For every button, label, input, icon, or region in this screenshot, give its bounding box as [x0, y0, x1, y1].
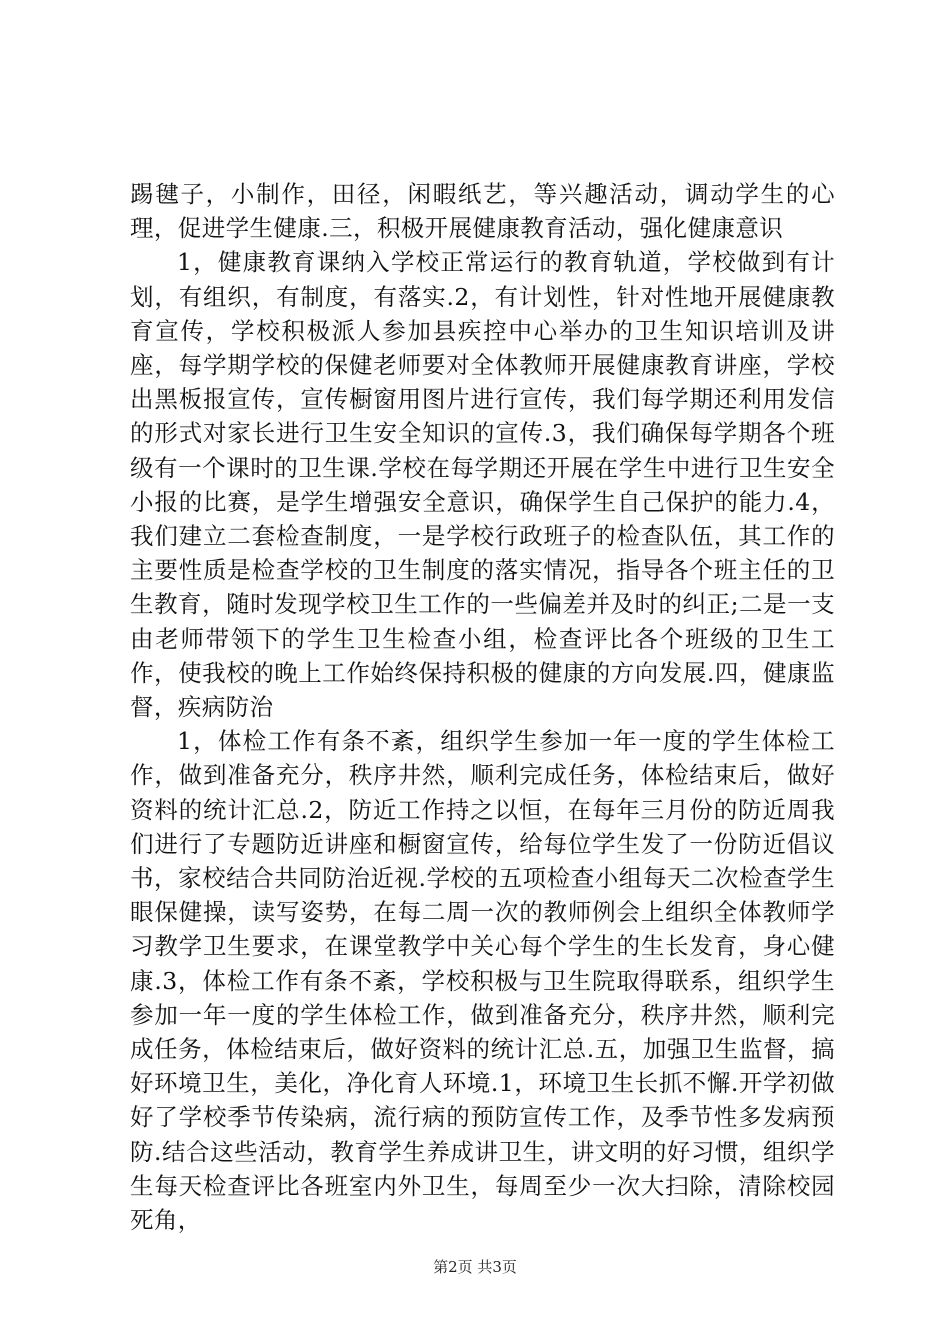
- document-body: [130, 177, 835, 1237]
- page-footer: 第2页 共3页: [433, 1258, 517, 1276]
- paragraph-2: 1，健康教育课纳入学校正常运行的教育轨道，学校做到有计划，有组织，有制度，有落实.2，有计划性，针对性地开展健康教育宣传，学校积极派人参加县疾控中心举办的卫生知识培训及讲座，每学期学校的保健老师要对全体教师开展健康教育讲座，学校出黑板报宣传，宣传橱窗用图片进行宣传，我们每学期还利用发信的形式对家长进行卫生安全知识的宣传.3，我们确保每学期各个班级有一个课时的卫生课.学校在每学期还开展在学生中进行卫生安全小报的比赛，是学生增强安全意识，确保学生自己保护的能力.4，我们建立二套检查制度，一是学校行政班子的检查队伍，其工作的主要性质是检查学校的卫生制度的落实情况，指导各个班主任的卫生教育，随时发现学校卫生工作的一些偏差并及时的纠正;二是一支由老师带领下的学生卫生检查小组，检查评比各个班级的卫生工作，使我校的晚上工作始终保持积极的健康的方向发展.四，健康监督，疾病防治: [130, 248, 835, 722]
- paragraph-1: 踢毽子，小制作，田径，闲暇纸艺，等兴趣活动，调动学生的心理，促进学生健康.三，积极开展健康教育活动，强化健康意识: [130, 180, 835, 243]
- paragraph-3: 1，体检工作有条不紊，组织学生参加一年一度的学生体检工作，做到准备充分，秩序井然，顺利完成任务，体检结束后，做好资料的统计汇总.2，防近工作持之以恒，在每年三月份的防近周我们进行了专题防近讲座和橱窗宣传，给每位学生发了一份防近倡议书，家校结合共同防治近视.学校的五项检查小组每天二次检查学生眼保健操，读写姿势，在每二周一次的教师例会上组织全体教师学习教学卫生要求，在课堂教学中关心每个学生的生长发育，身心健康.3，体检工作有条不紊，学校积极与卫生院取得联系，组织学生参加一年一度的学生体检工作，做到准备充分，秩序井然，顺利完成任务，体检结束后，做好资料的统计汇总.五，加强卫生监督，搞好环境卫生，美化，净化育人环境.1，环境卫生长抓不懈.开学初做好了学校季节传染病，流行病的预防宣传工作，及季节性多发病预防.结合这些活动，教育学生养成讲卫生，讲文明的好习惯，组织学生每天检查评比各班室内外卫生，每周至少一次大扫除，清除校园死角，: [130, 727, 835, 1235]
